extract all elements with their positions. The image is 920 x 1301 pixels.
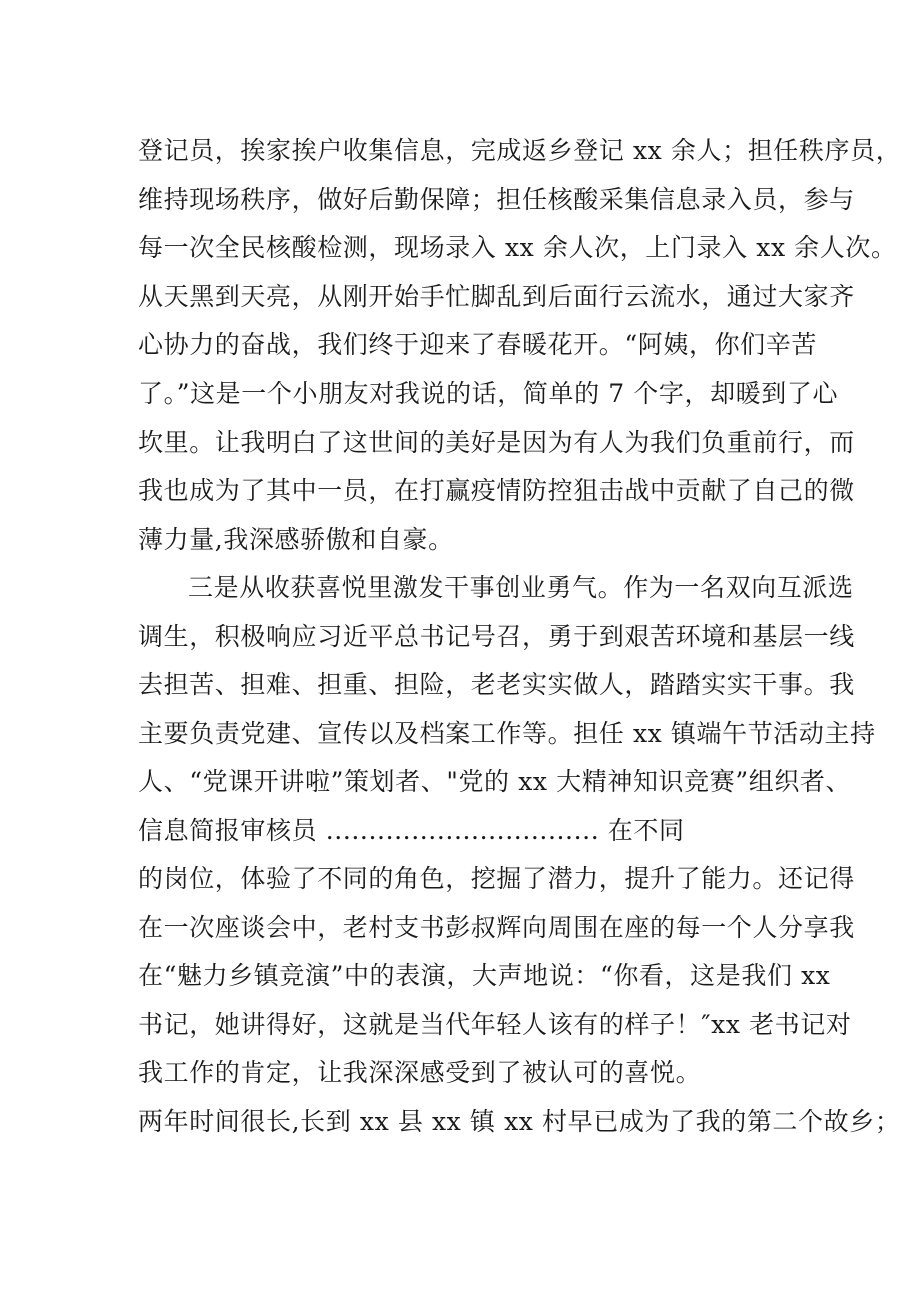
text-line: 坎里。让我明白了这世间的美好是因为有人为我们负重前行，而: [138, 428, 855, 457]
text-line: 在“魅力乡镇竞演”中的表演，大声地说：“你看，这是我们 xx: [138, 961, 831, 990]
text-line: 我也成为了其中一员，在打赢疫情防控狙击战中贡献了自己的微: [138, 476, 855, 505]
text-line: 去担苦、担难、担重、担险，老老实实做人，踏踏实实干事。我: [138, 670, 855, 699]
text-line: 从天黑到天亮，从刚开始手忙脚乱到后面行云流水，通过大家齐: [138, 282, 855, 311]
text-line: 信息简报审核员 ................................ 在不同: [138, 816, 685, 845]
text-line: 每一次全民核酸检测，现场录入 xx 余人次，上门录入 xx 余人次。: [138, 233, 897, 262]
text-line: 两年时间很长,长到 xx 县 xx 镇 xx 村早已成为了我的第二个故乡；: [138, 1107, 901, 1136]
text-line: 的岗位，体验了不同的角色，挖掘了潜力，提升了能力。还记得: [138, 864, 855, 893]
text-line: 在一次座谈会中，老村支书彭叔辉向周围在座的每一个人分享我: [138, 913, 855, 942]
paragraph-first-line: 三是从收获喜悦里激发干事创业勇气。作为一名双向互派选: [188, 573, 854, 602]
text-line: 人、“党课开讲啦”策划者、"党的 xx 大精神知识竞赛”组织者、: [138, 767, 852, 796]
text-line: 书记，她讲得好，这就是当代年轻人该有的样子！″xx 老书记对: [138, 1010, 852, 1039]
text-line: 薄力量,我深感骄傲和自豪。: [138, 525, 454, 554]
text-line: 调生，积极响应习近平总书记号召，勇于到艰苦环境和基层一线: [138, 622, 855, 651]
text-line: 主要负责党建、宣传以及档案工作等。担任 xx 镇端午节活动主持: [138, 719, 876, 748]
text-line: 了。”这是一个小朋友对我说的话，简单的 7 个字，却暖到了心: [138, 379, 839, 408]
text-line: 心协力的奋战，我们终于迎来了春暖花开。“阿姨，你们辛苦: [138, 330, 817, 359]
text-line: 登记员，挨家挨户收集信息，完成返乡登记 xx 余人；担任秩序员，: [138, 136, 902, 165]
text-line: 我工作的肯定，让我深深感受到了被认可的喜悦。: [138, 1058, 702, 1087]
text-line: 维持现场秩序，做好后勤保障；担任核酸采集信息录入员，参与: [138, 185, 855, 214]
